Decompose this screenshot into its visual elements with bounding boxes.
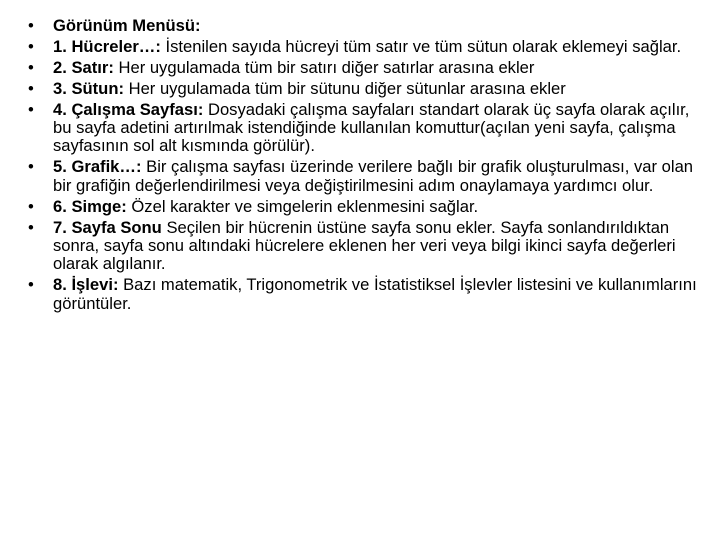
list-item bbox=[28, 59, 698, 77]
bullet-icon: • bbox=[28, 275, 34, 295]
list-item bbox=[28, 198, 698, 216]
item-text: Özel karakter ve simgelerin eklenmesini sağlar. bbox=[126, 196, 479, 216]
bullet-list bbox=[28, 17, 698, 316]
item-text: Seçilen bir hücrenin üstüne sayfa sonu ekler. Sayfa sonlandırıldıktan sonra, sayfa sonu altındaki hücrelere eklenen her veri veya bilgi ikinci sayfa değerleri olarak algılanır. bbox=[53, 217, 676, 274]
item-text: Bir çalışma sayfası üzerinde verilere bağlı bir grafik oluşturulması, var olan bir grafiğin değerlendirilmesi veya değiştirilmesini adım onaylamaya yardımcı olur. bbox=[53, 157, 694, 195]
item-term: 5. Grafik…: bbox=[53, 157, 142, 177]
list-item bbox=[28, 219, 698, 274]
list-item bbox=[28, 80, 698, 98]
item-text: Her uygulamada tüm bir satırı diğer satırlar arasına ekler bbox=[113, 57, 535, 77]
list-item bbox=[28, 17, 698, 35]
list-item bbox=[28, 101, 698, 156]
item-term: 2. Satır: bbox=[53, 57, 114, 77]
bullet-icon: • bbox=[28, 16, 34, 35]
item-term: 6. Simge: bbox=[53, 196, 127, 216]
item-term: 4. Çalışma Sayfası: bbox=[53, 99, 204, 119]
bullet-icon: • bbox=[28, 217, 34, 237]
list-item bbox=[28, 38, 698, 56]
bullet-icon: • bbox=[28, 57, 34, 77]
item-term: 3. Sütun: bbox=[53, 78, 124, 98]
item-term: 1. Hücreler…: bbox=[53, 36, 161, 56]
bullet-icon: • bbox=[28, 99, 34, 119]
item-term: 7. Sayfa Sonu bbox=[53, 217, 162, 237]
bullet-icon: • bbox=[28, 36, 34, 56]
list-item bbox=[28, 276, 698, 313]
item-term: 8. İşlevi: bbox=[53, 275, 119, 295]
item-text: İstenilen sayıda hücreyi tüm satır ve tüm sütun olarak eklemeyi sağlar. bbox=[160, 36, 682, 56]
item-text: Dosyadaki çalışma sayfaları standart olarak üç sayfa olarak açılır, bu sayfa adetini artırılmak istendiğinde kullanılan komuttur(açılan yeni sayfa, çalışma sayfasının sol alt kısmında görülür). bbox=[53, 99, 690, 156]
item-term: Görünüm Menüsü: bbox=[53, 16, 201, 35]
item-text: Her uygulamada tüm bir sütunu diğer sütunlar arasına ekler bbox=[123, 78, 566, 98]
list-item bbox=[28, 158, 698, 195]
bullet-icon: • bbox=[28, 78, 34, 98]
bullet-icon: • bbox=[28, 157, 34, 177]
bullet-icon: • bbox=[28, 196, 34, 216]
item-text: Bazı matematik, Trigonometrik ve İstatistiksel İşlevler listesini ve kullanımlarını görüntüler. bbox=[53, 275, 697, 313]
